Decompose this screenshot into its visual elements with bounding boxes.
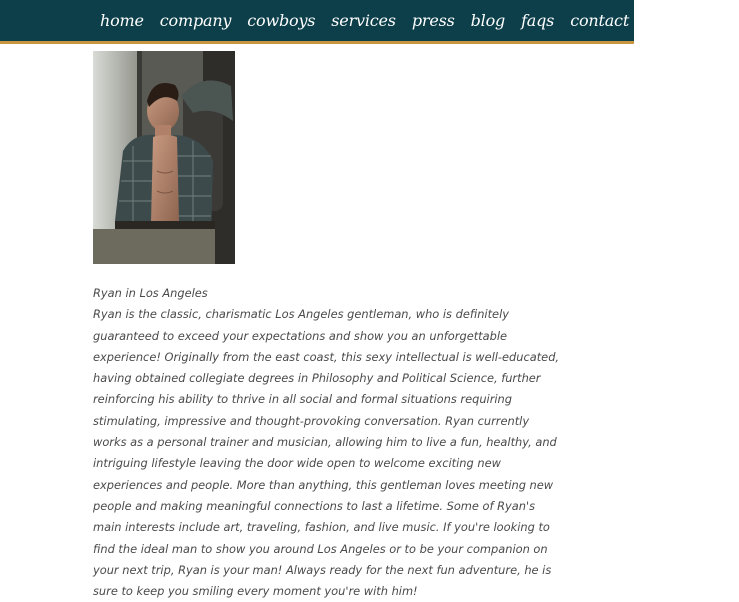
- nav-covid-policy[interactable]: covid policy: [645, 11, 739, 30]
- nav-blog[interactable]: blog: [470, 11, 506, 30]
- top-navigation-bar: [0, 0, 739, 44]
- nav-faqs[interactable]: faqs: [521, 11, 555, 30]
- nav-press[interactable]: press: [411, 11, 455, 30]
- profile-content: [93, 283, 563, 602]
- nav-menu: [100, 0, 739, 41]
- nav-cowboys[interactable]: cowboys: [247, 11, 316, 30]
- profile-bio: Ryan is the classic, charismatic Los Angeles gentleman, who is definitely guaranteed to exceed your expectations and show you an unforgettable experience! Originally from the east coast, this sexy intellectual is well-educated, having obtained collegiate degrees in Philosophy and Political Science, further reinforcing his ability to thrive in all social and formal situations requiring stimulating, impressive and thought-provoking conversation. Ryan currently works as a personal trainer and musician, allowing him to live a fun, healthy, and intriguing lifestyle leaving the door wide open to welcome exciting new experiences and people. More than anything, this gentleman loves meeting new people and making meaningful connections to last a lifetime. Some of Ryan's main interests include art, traveling, fashion, and live music. If you're looking to find the ideal man to show you around Los Angeles or to be your companion on your next trip, Ryan is your man! Always ready for the next fun adventure, he is sure to keep you smiling every moment you're with him!: [93, 307, 560, 599]
- nav-company[interactable]: company: [159, 11, 232, 30]
- portrait-photo-illustration: [93, 51, 235, 264]
- nav-services[interactable]: services: [331, 11, 396, 30]
- nav-home[interactable]: home: [100, 11, 144, 30]
- nav-contact[interactable]: contact: [570, 11, 630, 30]
- profile-photo: [93, 51, 235, 264]
- photo-caption: Ryan in Los Angeles: [93, 286, 208, 300]
